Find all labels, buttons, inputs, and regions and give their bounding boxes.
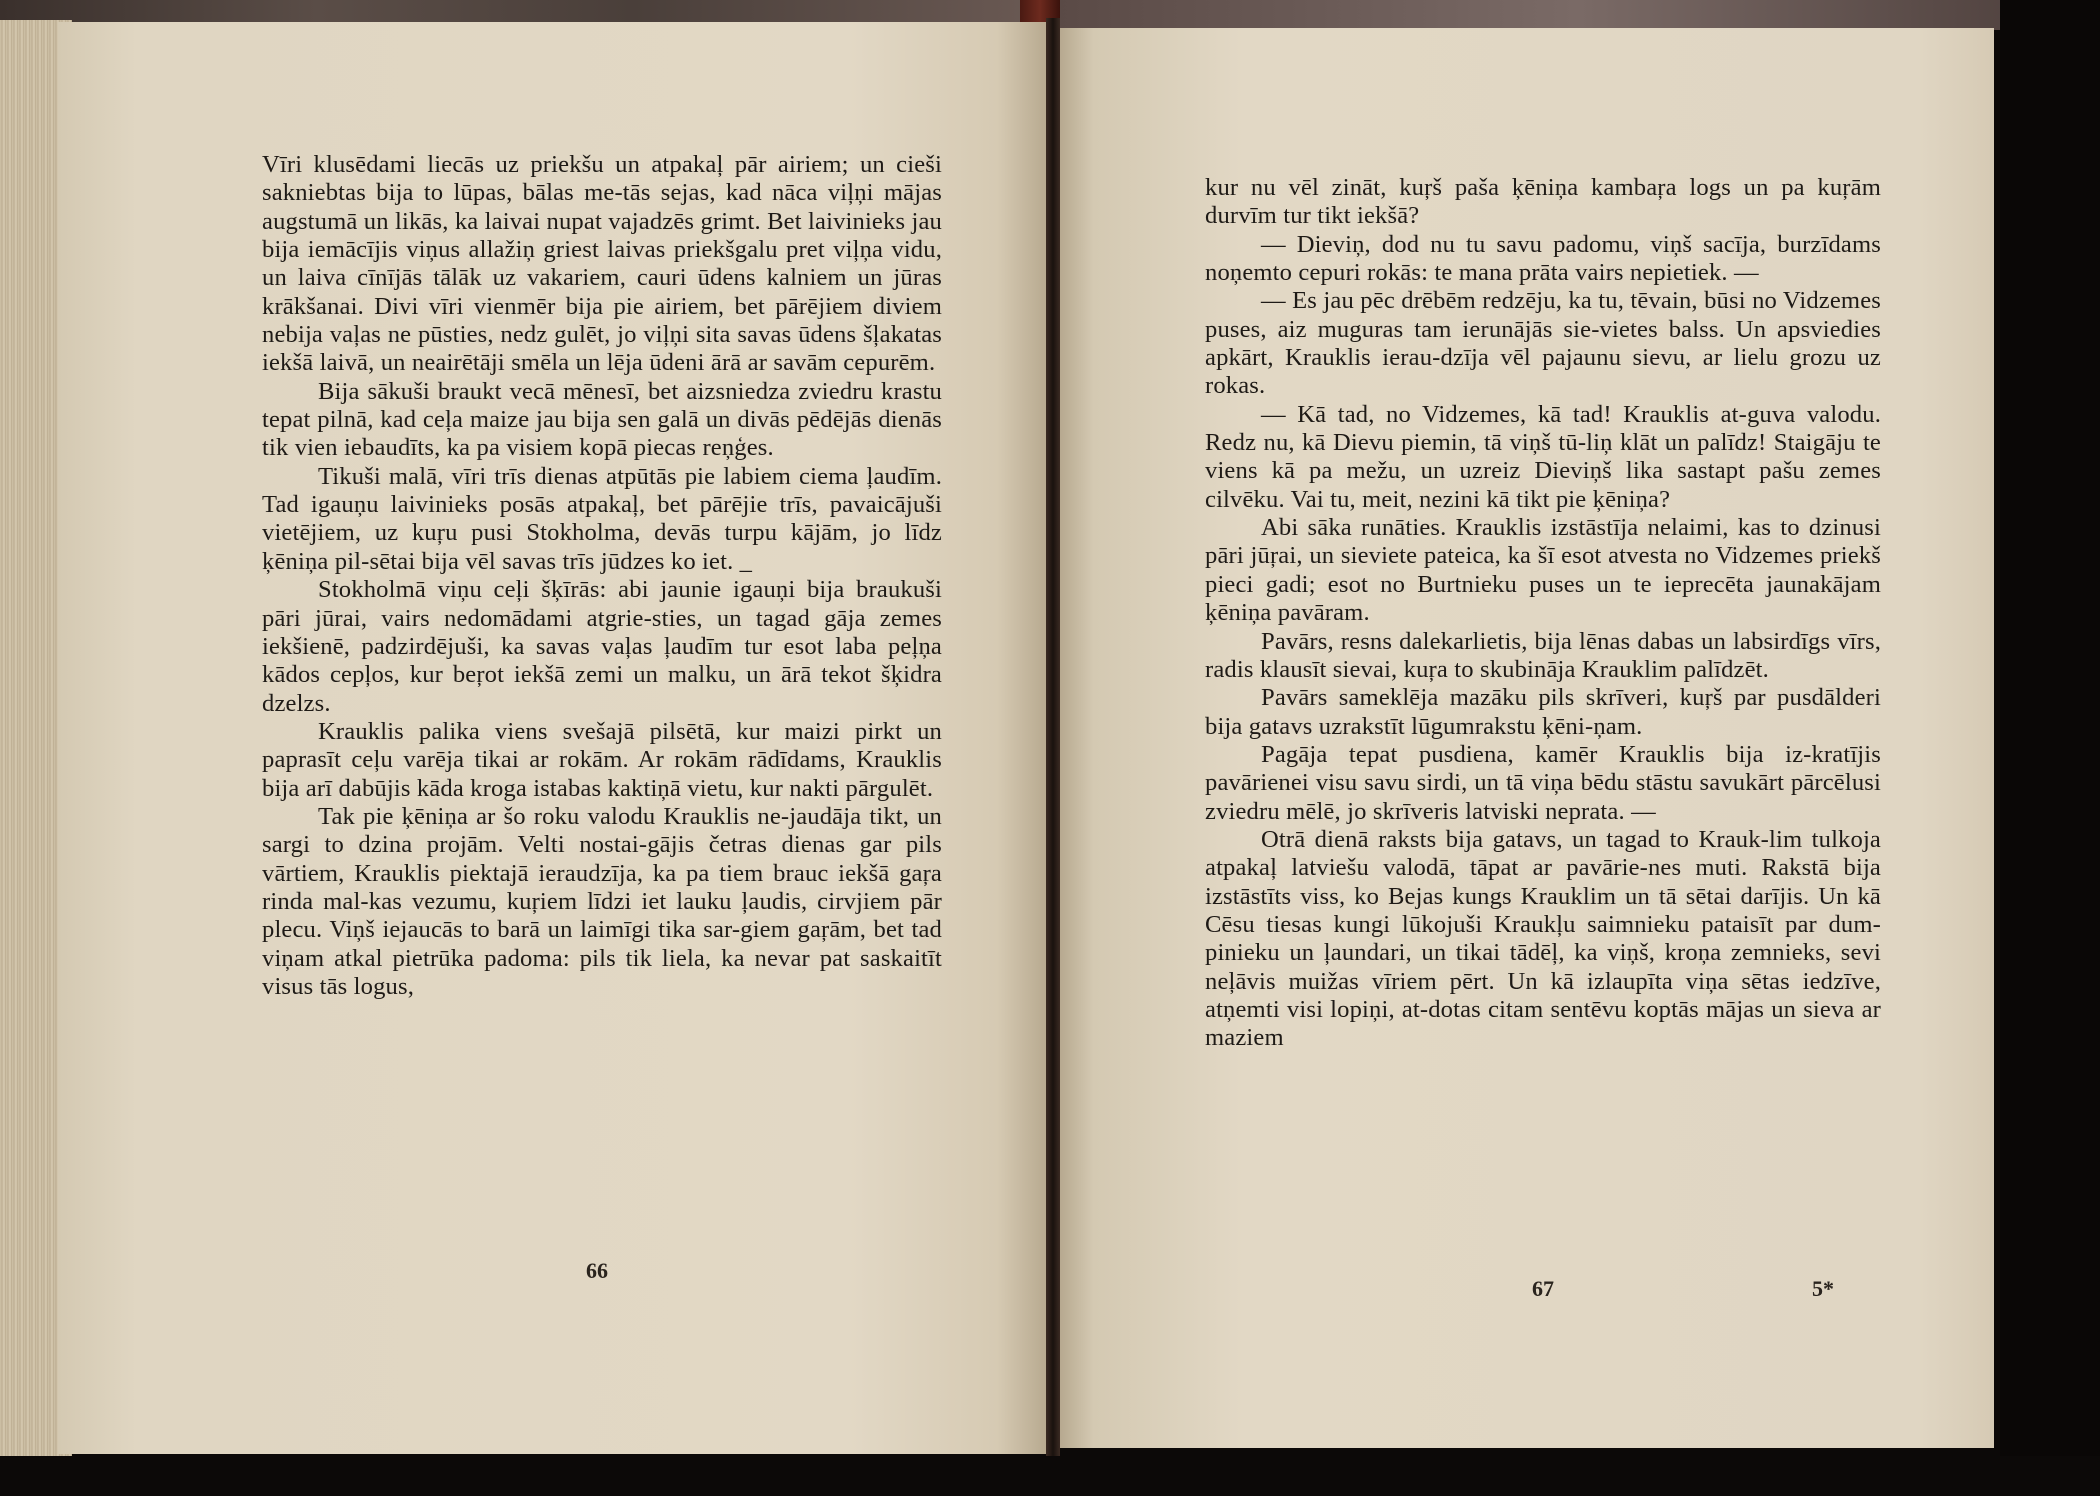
- signature-mark: 5*: [1812, 1276, 1834, 1301]
- book-gutter: [1046, 18, 1060, 1458]
- paragraph: kur nu vēl zināt, kuŗš paša ķēniņa kambaŗa logs un pa kuŗām durvīm tur tikt iekšā?: [1205, 174, 1881, 230]
- paragraph: Bija sākuši braukt vecā mēnesī, bet aizsniedza zviedru krastu tepat pilnā, kad ceļa maize jau bija sen galā un divās pēdējās dienās tik vien iebaudīts, ka pa visiem kopā piecas reņģes.: [262, 377, 942, 462]
- paragraph: Vīri klusēdami liecās uz priekšu un atpakaļ pār airiem; un cieši sakniebtas bija to lūpas, bālas me-tās sejas, kad nāca viļņi mājas augstumā un likās, ka laivai nupat vajadzēs grimt. Bet laivinieks jau bija iemācījis viņus allažiņ griest laivas priekšgalu pret viļņa vidu, un laiva cīnījās tālāk uz vakariem, cauri ūdens kalniem un jūras krākšanai. Divi vīri vienmēr bija pie airiem, bet pārējiem diviem nebija vaļas ne pūsties, nedz gulēt, jo viļņi sita savas ūdens šļakatas iekšā laivā, un neairētāji smēla un lēja ūdeni ārā ar savām cepurēm.: [262, 151, 942, 377]
- paragraph: — Dieviņ, dod nu tu savu padomu, viņš sacīja, burzīdams noņemto cepuri rokās: te mana prāta vairs nepietiek. —: [1205, 230, 1881, 287]
- page-number: 67: [1532, 1276, 1554, 1301]
- paragraph: Krauklis palika viens svešajā pilsētā, kur maizi pirkt un paprasīt ceļu varēja tikai ar rokām. Ar rokām rādīdams, Krauklis bija arī dabūjis kāda kroga istabas kaktiņā vietu, kur nakti pārgulēt.: [262, 717, 942, 802]
- paragraph: Tak pie ķēniņa ar šo roku valodu Krauklis ne-jaudāja tikt, un sargi to dzina projām. Velti nostai-gājis četras dienas gar pils vārtiem, Krauklis piektajā ieraudzīja, ka pa tiem brauc iekšā gaŗa rinda mal-kas vezumu, kuŗiem līdzi iet lauku ļaudis, cirvjiem pār plecu. Viņš iejaucās to barā un laimīgi tika sar-giem gaŗām, bet tad viņam atkal pietrūka padoma: pils tik liela, ka nevar pat saskaitīt visus tās logus,: [262, 802, 942, 1000]
- paragraph: — Es jau pēc drēbēm redzēju, ka tu, tēvain, būsi no Vidzemes puses, aiz muguras tam ierunājās sie-vietes balss. Un apsviedies apkārt, Krauklis ierau-dzīja vēl pajaunu sievu, ar lielu grozu uz rokas.: [1205, 287, 1881, 400]
- paragraph: Stokholmā viņu ceļi šķīrās: abi jaunie igauņi bija braukuši pāri jūrai, vairs nedomādami atgrie-sties, un tagad gāja zemes iekšienē, padzirdējuši, ka savas vaļas ļaudīm tur esot laba peļņa kādos cepļos, kur beŗot iekšā zemi un malku, un ārā tekot šķidra dzelzs.: [262, 576, 942, 717]
- paragraph: Abi sāka runāties. Krauklis izstāstīja nelaimi, kas to dzinusi pāri jūŗai, un sieviete pateica, ka šī esot atvesta no Vidzemes priekš pieci gadi; esot no Burtnieku puses un te ieprecēta jaunakājam ķēniņa pavāram.: [1205, 514, 1881, 627]
- paragraph: Pavārs sameklēja mazāku pils skrīveri, kuŗš par pusdālderi bija gatavs uzrakstīt lūgumrakstu ķēni-ņam.: [1205, 684, 1881, 740]
- right-page-text: [1205, 174, 1881, 1053]
- background: [0, 1456, 2100, 1496]
- paragraph: Otrā dienā raksts bija gatavs, un tagad to Krauk-lim tulkoja atpakaļ latviešu valodā, tāpat ar pavārie-nes muti. Rakstā bija izstāstīts viss, ko Bejas kungs Krauklim un tā sētai darījis. Un kā Cēsu tiesas kungi lūkojuši Kraukļu saimnieku pataisīt par dum-pinieku un ļaundari, un tikai tādēļ, ka viņš, kroņa zemnieks, sevi neļāvis muižas vīriem pērt. Un kā izlaupīta viņa sētas iedzīve, atņemti visi lopiņi, at-dotas citam sentēvu koptās mājas un sieva ar maziem: [1205, 825, 1881, 1052]
- paragraph: Pagāja tepat pusdiena, kamēr Krauklis bija iz-kratījis pavārienei visu savu sirdi, un tā viņa bēdu stāstu savukārt pārcēlusi zviedru mēlē, jo skrīveris latviski neprata. —: [1205, 740, 1881, 825]
- paragraph: Pavārs, resns dalekarlietis, bija lēnas dabas un labsirdīgs vīrs, radis klausīt sievai, kuŗa to skubināja Krauklim palīdzēt.: [1205, 627, 1881, 683]
- page-number: 66: [586, 1258, 608, 1283]
- paragraph: Tikuši malā, vīri trīs dienas atpūtās pie labiem ciema ļaudīm. Tad igauņu laivinieks posās atpakaļ, bet pārējie trīs, pavaicājuši vietējiem, uz kuŗu pusi Stokholma, devās turpu kājām, jo līdz ķēniņa pil-sētai bija vēl savas trīs jūdzes ko iet. _: [262, 462, 942, 575]
- background: [2000, 0, 2100, 1496]
- paragraph: — Kā tad, no Vidzemes, kā tad! Krauklis at-guva valodu. Redz nu, kā Dievu piemin, tā viņš tū-liņ klāt un palīdz! Staigāju te viens kā pa mežu, un uzreiz Dieviņš lika sastapt pašu zemes cilvēku. Vai tu, meit, nezini kā tikt pie ķēniņa?: [1205, 400, 1881, 513]
- book-cover-edge: [1055, 0, 2100, 30]
- left-page-text: [262, 151, 942, 1001]
